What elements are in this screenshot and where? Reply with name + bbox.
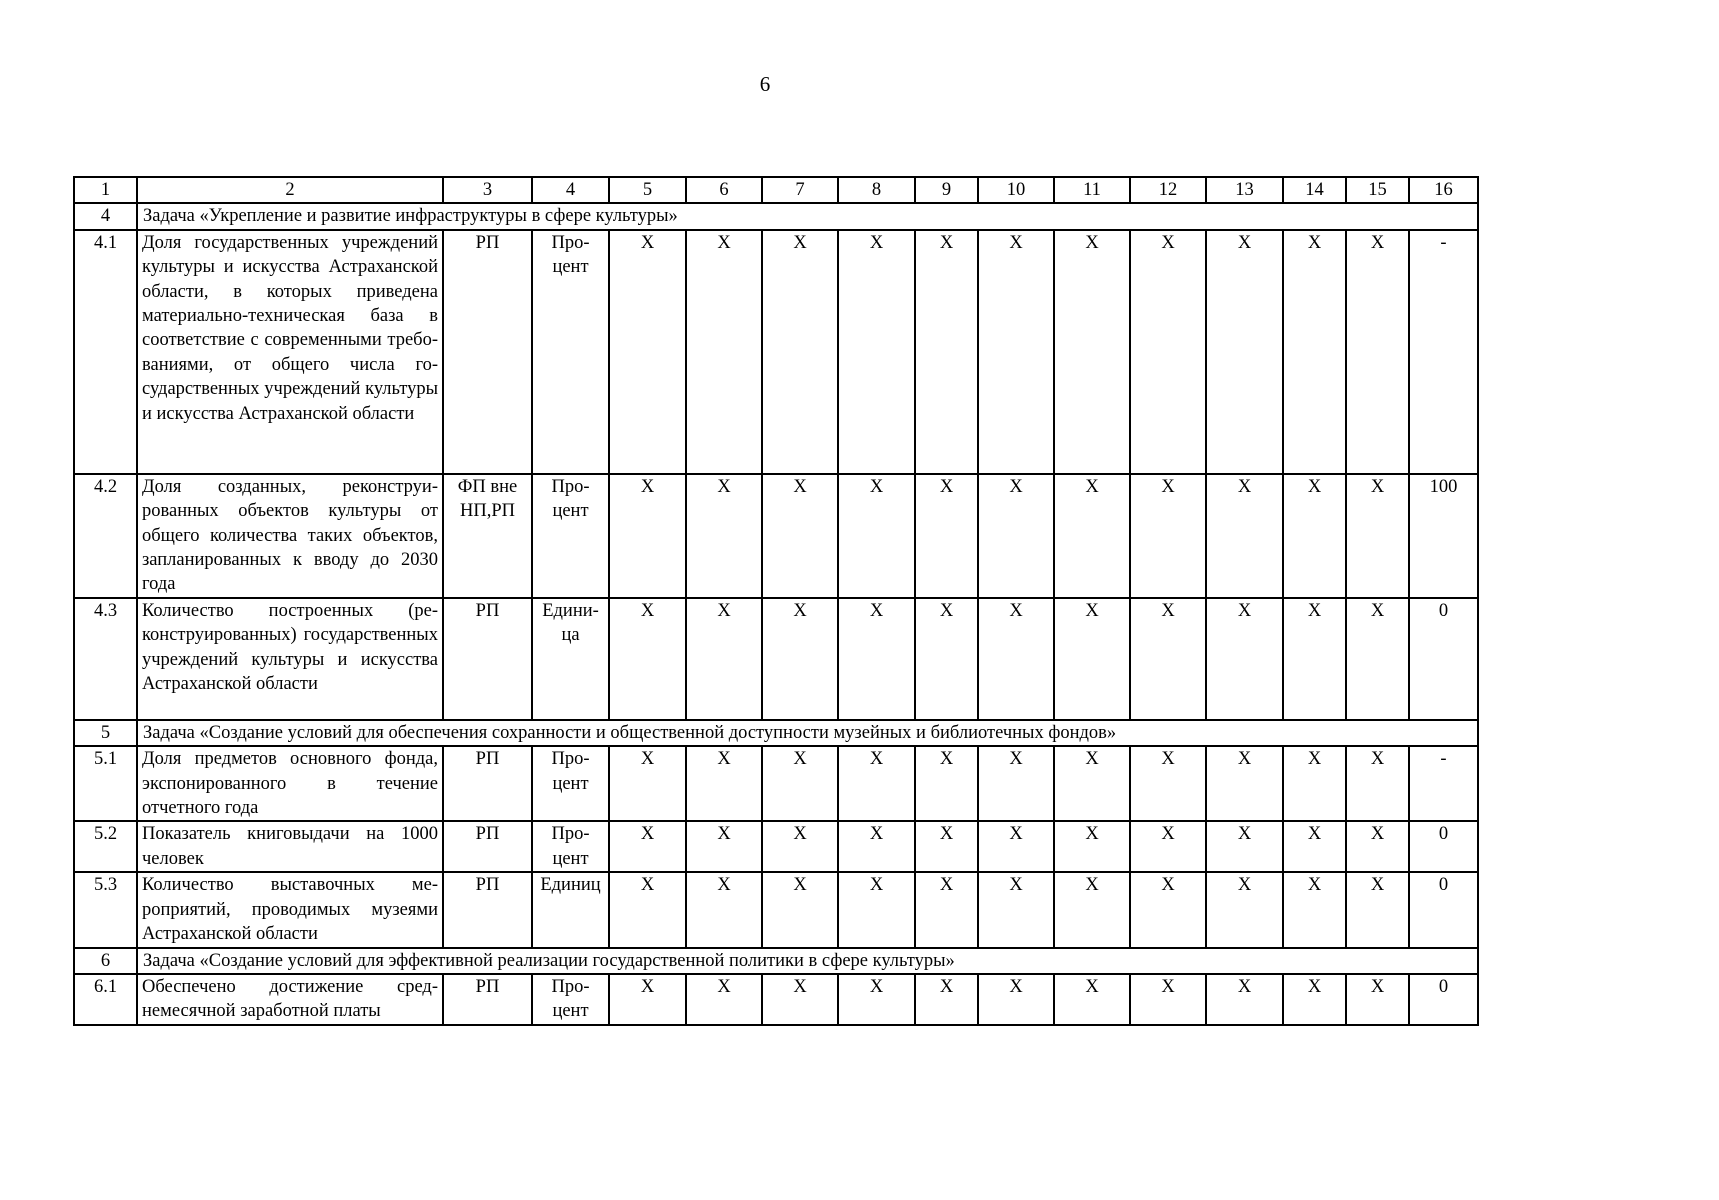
indicator-value-cell: X	[838, 230, 915, 474]
indicator-value-cell: X	[686, 474, 762, 598]
indicator-number: 5.2	[74, 821, 137, 872]
column-header-row	[74, 177, 1478, 203]
indicator-value-cell: X	[762, 474, 838, 598]
indicator-value-cell: X	[686, 872, 762, 947]
column-header: 2	[137, 177, 443, 203]
indicator-source: РП	[443, 230, 532, 474]
indicator-value-cell: X	[686, 974, 762, 1025]
task-number: 4	[74, 203, 137, 229]
indicator-value-cell: X	[1054, 746, 1130, 821]
indicator-description: Доля созданных, реконструированных объектов культуры от общего количества таких объектов, запланированных к вводу до 2030 года	[137, 474, 443, 598]
task-row	[74, 720, 1478, 746]
indicator-value-cell: X	[1206, 230, 1283, 474]
indicator-value-cell: X	[978, 746, 1054, 821]
indicator-value-cell: X	[838, 474, 915, 598]
task-number: 6	[74, 948, 137, 974]
indicator-value-cell: X	[609, 474, 686, 598]
task-number: 5	[74, 720, 137, 746]
task-row	[74, 948, 1478, 974]
indicator-value-cell: X	[686, 821, 762, 872]
indicator-value-cell: X	[1346, 974, 1409, 1025]
indicator-value-cell: X	[1283, 872, 1346, 947]
indicators-table	[73, 176, 1479, 1026]
indicator-value-cell: X	[762, 974, 838, 1025]
indicator-number: 4.3	[74, 598, 137, 720]
column-header: 14	[1283, 177, 1346, 203]
indicator-value-cell: X	[915, 746, 978, 821]
indicator-number: 4.1	[74, 230, 137, 474]
column-header: 15	[1346, 177, 1409, 203]
indicator-value-cell: X	[978, 598, 1054, 720]
indicator-value-cell: X	[838, 746, 915, 821]
indicator-row	[74, 974, 1478, 1025]
indicator-value-cell: X	[1283, 821, 1346, 872]
column-header: 12	[1130, 177, 1206, 203]
indicator-row	[74, 821, 1478, 872]
indicator-final-value: 0	[1409, 872, 1478, 947]
column-header: 4	[532, 177, 609, 203]
column-header: 6	[686, 177, 762, 203]
indicator-row	[74, 746, 1478, 821]
indicator-value-cell: X	[1206, 821, 1283, 872]
indicator-description: Доля предметов основного фонда, экспонированного в течение отчетного года	[137, 746, 443, 821]
indicator-value-cell: X	[1283, 474, 1346, 598]
indicator-value-cell: X	[1054, 474, 1130, 598]
indicator-unit: Единиц	[532, 872, 609, 947]
indicator-value-cell: X	[762, 230, 838, 474]
column-header: 13	[1206, 177, 1283, 203]
indicator-value-cell: X	[1283, 974, 1346, 1025]
column-header: 3	[443, 177, 532, 203]
indicator-value-cell: X	[1206, 598, 1283, 720]
indicator-number: 6.1	[74, 974, 137, 1025]
indicator-value-cell: X	[1130, 598, 1206, 720]
indicator-value-cell: X	[1206, 474, 1283, 598]
task-title: Задача «Укрепление и развитие инфраструктуры в сфере культуры»	[137, 203, 1478, 229]
indicator-value-cell: X	[1130, 872, 1206, 947]
indicator-value-cell: X	[1054, 872, 1130, 947]
indicator-unit: Процент	[532, 474, 609, 598]
column-header: 7	[762, 177, 838, 203]
indicator-value-cell: X	[838, 821, 915, 872]
indicator-value-cell: X	[1130, 230, 1206, 474]
indicator-value-cell: X	[978, 821, 1054, 872]
indicator-value-cell: X	[1206, 746, 1283, 821]
indicator-source: РП	[443, 598, 532, 720]
column-header: 8	[838, 177, 915, 203]
task-title: Задача «Создание условий для эффективной реализации государственной политики в сфере культуры»	[137, 948, 1478, 974]
indicator-value-cell: X	[1346, 821, 1409, 872]
indicator-row	[74, 474, 1478, 598]
column-header: 9	[915, 177, 978, 203]
indicator-value-cell: X	[1054, 230, 1130, 474]
indicator-value-cell: X	[1130, 746, 1206, 821]
column-header: 11	[1054, 177, 1130, 203]
indicator-source: РП	[443, 872, 532, 947]
indicator-value-cell: X	[1054, 598, 1130, 720]
indicator-final-value: -	[1409, 230, 1478, 474]
indicator-number: 5.3	[74, 872, 137, 947]
indicator-value-cell: X	[1346, 230, 1409, 474]
column-header: 1	[74, 177, 137, 203]
indicator-value-cell: X	[1130, 821, 1206, 872]
indicator-value-cell: X	[1283, 746, 1346, 821]
indicator-description: Количество выставочных мероприятий, проводимых музеями Астраханской области	[137, 872, 443, 947]
column-header: 5	[609, 177, 686, 203]
indicator-value-cell: X	[609, 872, 686, 947]
indicator-value-cell: X	[609, 230, 686, 474]
indicator-value-cell: X	[762, 598, 838, 720]
indicator-value-cell: X	[1054, 821, 1130, 872]
indicator-value-cell: X	[1206, 872, 1283, 947]
indicator-source: РП	[443, 974, 532, 1025]
indicator-value-cell: X	[1346, 872, 1409, 947]
indicator-row	[74, 598, 1478, 720]
indicator-unit: Процент	[532, 974, 609, 1025]
indicator-value-cell: X	[915, 974, 978, 1025]
indicator-value-cell: X	[838, 974, 915, 1025]
indicator-value-cell: X	[1130, 474, 1206, 598]
indicator-value-cell: X	[978, 230, 1054, 474]
indicator-value-cell: X	[915, 821, 978, 872]
page-number: 6	[759, 72, 771, 96]
indicator-value-cell: X	[1130, 974, 1206, 1025]
indicator-row	[74, 872, 1478, 947]
indicator-value-cell: X	[686, 598, 762, 720]
indicator-value-cell: X	[609, 598, 686, 720]
column-header: 10	[978, 177, 1054, 203]
indicator-description: Обеспечено достижение среднемесячной заработной платы	[137, 974, 443, 1025]
indicator-unit: Процент	[532, 821, 609, 872]
indicator-value-cell: X	[978, 474, 1054, 598]
indicator-source: РП	[443, 746, 532, 821]
task-row	[74, 203, 1478, 229]
indicator-value-cell: X	[978, 872, 1054, 947]
indicator-source: ФП вне НП,РП	[443, 474, 532, 598]
indicator-value-cell: X	[1283, 230, 1346, 474]
column-header: 16	[1409, 177, 1478, 203]
indicator-final-value: 100	[1409, 474, 1478, 598]
indicator-final-value: 0	[1409, 974, 1478, 1025]
indicator-value-cell: X	[1346, 474, 1409, 598]
indicator-value-cell: X	[915, 474, 978, 598]
task-title: Задача «Создание условий для обеспечения сохранности и общественной доступности музейных и библиотечных фондов»	[137, 720, 1478, 746]
indicator-value-cell: X	[1283, 598, 1346, 720]
indicator-unit: Процент	[532, 746, 609, 821]
indicator-row	[74, 230, 1478, 474]
indicator-value-cell: X	[609, 974, 686, 1025]
indicator-source: РП	[443, 821, 532, 872]
indicator-value-cell: X	[838, 598, 915, 720]
indicator-value-cell: X	[915, 872, 978, 947]
indicator-description: Количество построенных (реконструированных) государственных учреждений культуры и искусства Астраханской области	[137, 598, 443, 720]
indicator-final-value: 0	[1409, 598, 1478, 720]
indicator-final-value: -	[1409, 746, 1478, 821]
indicator-value-cell: X	[609, 746, 686, 821]
indicator-number: 5.1	[74, 746, 137, 821]
indicator-number: 4.2	[74, 474, 137, 598]
indicator-value-cell: X	[686, 230, 762, 474]
indicator-final-value: 0	[1409, 821, 1478, 872]
indicator-value-cell: X	[978, 974, 1054, 1025]
indicator-value-cell: X	[1206, 974, 1283, 1025]
indicator-value-cell: X	[1346, 598, 1409, 720]
indicator-value-cell: X	[1346, 746, 1409, 821]
indicator-unit: Процент	[532, 230, 609, 474]
indicator-description: Показатель книговыдачи на 1000 человек	[137, 821, 443, 872]
indicator-value-cell: X	[686, 746, 762, 821]
indicator-value-cell: X	[609, 821, 686, 872]
indicator-value-cell: X	[915, 598, 978, 720]
indicator-description: Доля государственных учреждений культуры и искусства Астраханской области, в которых приведена материально-техническая база в соответствие с современными требованиями, от общего числа государственных учреждений культуры и искусства Астраханской области	[137, 230, 443, 474]
indicator-value-cell: X	[838, 872, 915, 947]
indicator-value-cell: X	[915, 230, 978, 474]
indicator-value-cell: X	[762, 821, 838, 872]
indicator-unit: Единица	[532, 598, 609, 720]
indicator-value-cell: X	[762, 746, 838, 821]
indicator-value-cell: X	[1054, 974, 1130, 1025]
indicator-value-cell: X	[762, 872, 838, 947]
